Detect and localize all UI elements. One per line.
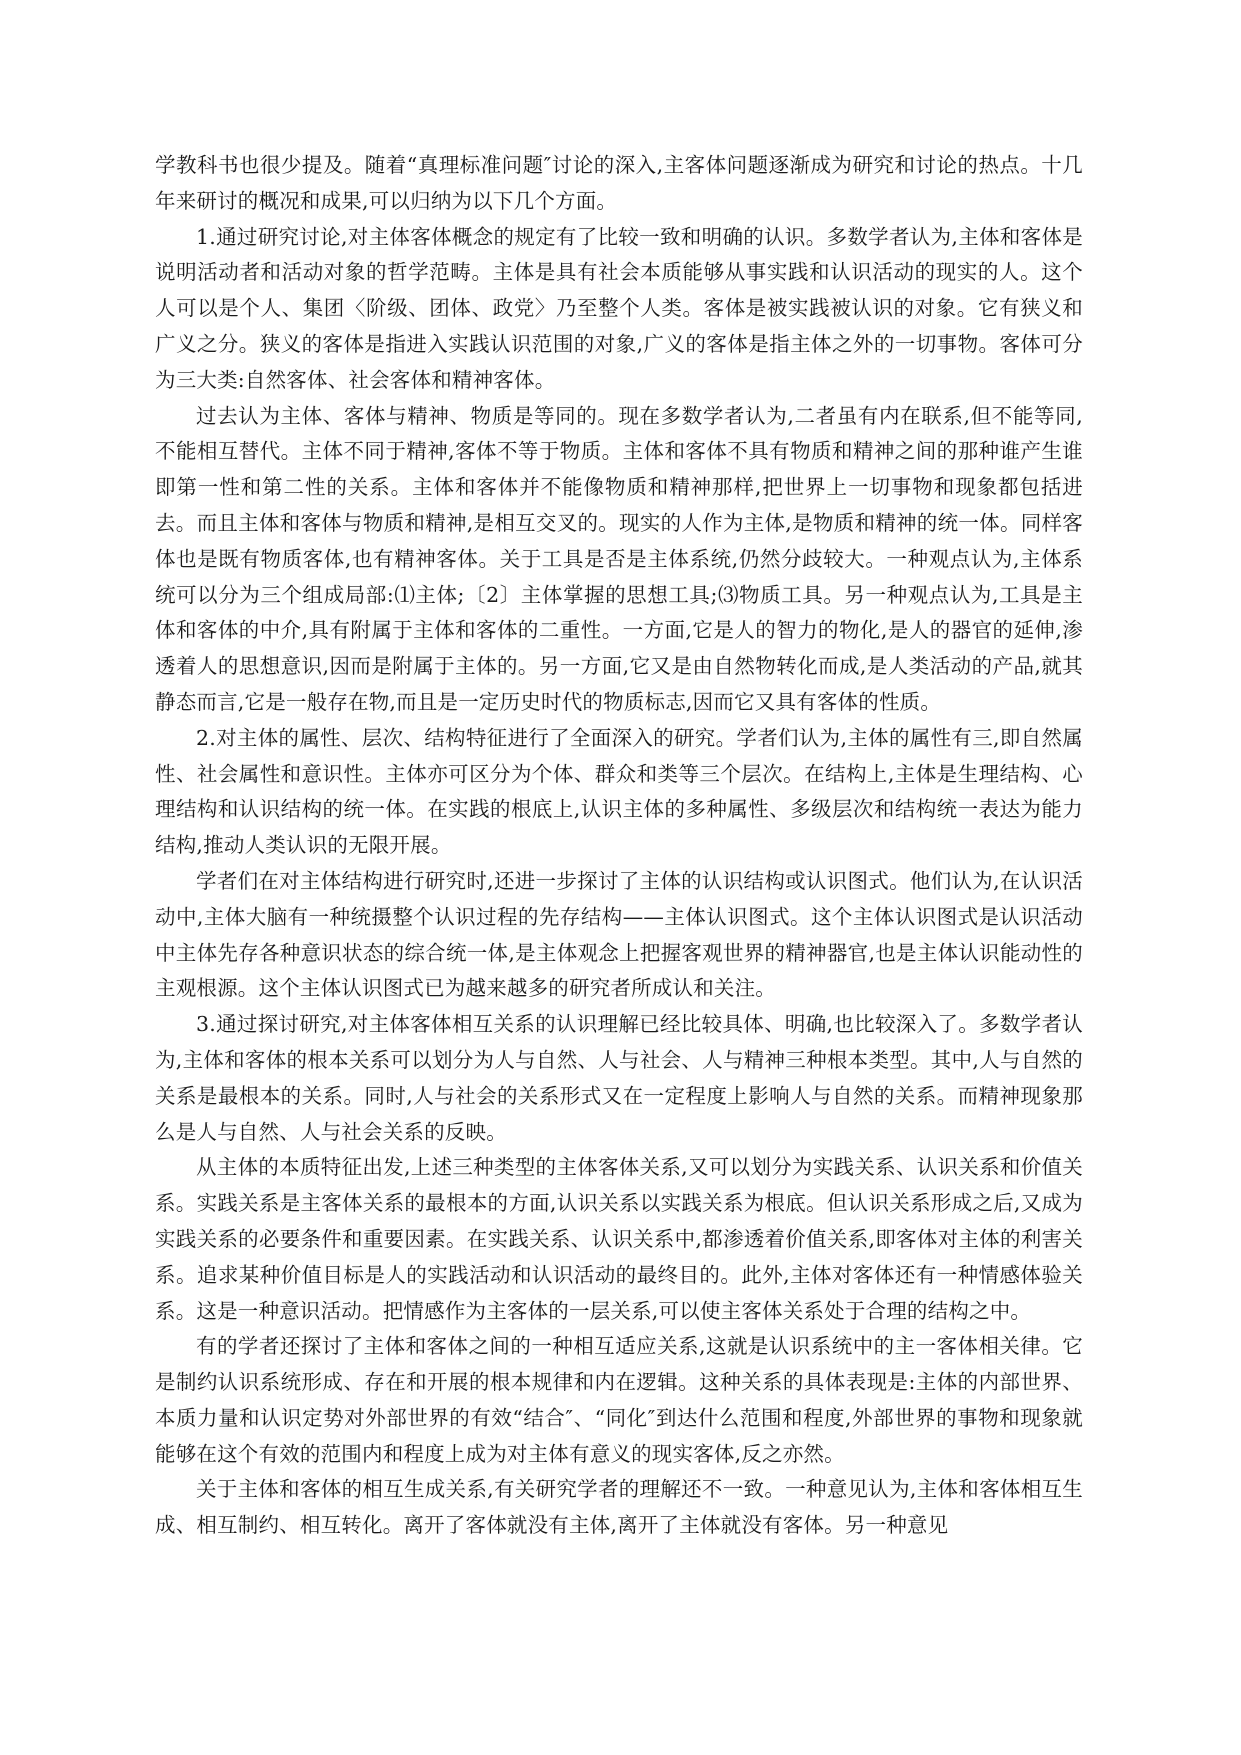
- paragraph-cognitive-schema: 学者们在对主体结构进行研究时,还进一步探讨了主体的认识结构或认识图式。他们认为,在认识活动中,主体大脑有一种统摄整个认识过程的先存结构——主体认识图式。这个主体认识图式是认识活动中主体先存各种意识状态的综合统一体,是主体观念上把握客观世界的精神器官,也是主体认识能动性的主观根源。这个主体认识图式已为越来越多的研究者所成认和关注。: [155, 868, 1083, 1001]
- paragraph-relation-types: 从主体的本质特征出发,上述三种类型的主体客体关系,又可以划分为实践关系、认识关系和价值关系。实践关系是主客体关系的最根本的方面,认识关系以实践关系为根底。但认识关系形成之后,又成为实践关系的必要条件和重要因素。在实践关系、认识关系中,都渗透着价值关系,即客体对主体的利害关系。追求某种价值目标是人的实践活动和认识活动的最终目的。此外,主体对客体还有一种情感体验关系。这是一种意识活动。把情感作为主客体的一层关系,可以使主客体关系处于合理的结构之中。: [155, 1155, 1083, 1323]
- paragraph-section-1: 1.通过研究讨论,对主体客体概念的规定有了比较一致和明确的认识。多数学者认为,主体和客体是说明活动者和活动对象的哲学范畴。主体是具有社会本质能够从事实践和认识活动的现实的人。这个人可以是个人、集团〈阶级、团体、政党〉乃至整个人类。客体是被实践被认识的对象。它有狭义和广义之分。狭义的客体是指进入实践认识范围的对象,广义的客体是指主体之外的一切事物。客体可分为三大类:自然客体、社会客体和精神客体。: [155, 224, 1083, 392]
- paragraph-mutual-generation: 关于主体和客体的相互生成关系,有关研究学者的理解还不一致。一种意见认为,主体和客体相互生成、相互制约、相互转化。离开了客体就没有主体,离开了主体就没有客体。另一种意见: [155, 1477, 1083, 1538]
- paragraph-section-3: 3.通过探讨研究,对主体客体相互关系的认识理解已经比较具体、明确,也比较深入了。多数学者认为,主体和客体的根本关系可以划分为人与自然、人与社会、人与精神三种根本类型。其中,人与自然的关系是最根本的关系。同时,人与社会的关系形式又在一定程度上影响人与自然的关系。而精神现象那么是人与自然、人与社会关系的反映。: [155, 1012, 1083, 1144]
- paragraph-section-2: 2.对主体的属性、层次、结构特征进行了全面深入的研究。学者们认为,主体的属性有三,即自然属性、社会属性和意识性。主体亦可区分为个体、群众和类等三个层次。在结构上,主体是生理结构、心理结构和认识结构的统一体。在实践的根底上,认识主体的多种属性、多级层次和结构统一表达为能力结构,推动人类认识的无限开展。: [155, 725, 1083, 858]
- paragraph-continuation: 学教科书也很少提及。随着“真理标准问题″讨论的深入,主客体问题逐渐成为研究和讨论的热点。十几年来研讨的概况和成果,可以归纳为以下几个方面。: [155, 153, 1083, 213]
- document-body: [155, 148, 1083, 1544]
- paragraph-subject-object-vs-matter: 过去认为主体、客体与精神、物质是等同的。现在多数学者认为,二者虽有内在联系,但不能等同,不能相互替代。主体不同于精神,客体不等于物质。主体和客体不具有物质和精神之间的那种谁产生谁即第一性和第二性的关系。主体和客体并不能像物质和精神那样,把世界上一切事物和现象都包括进去。而且主体和客体与物质和精神,是相互交叉的。现实的人作为主体,是物质和精神的统一体。同样客体也是既有物质客体,也有精神客体。关于工具是否是主体系统,仍然分歧较大。一种观点认为,主体系统可以分为三个组成局部:⑴主体;〔2〕主体掌握的思想工具;⑶物质工具。另一种观点认为,工具是主体和客体的中介,具有附属于主体和客体的二重性。一方面,它是人的智力的物化,是人的器官的延伸,渗透着人的思想意识,因而是附属于主体的。另一方面,它又是由自然物转化而成,是人类活动的产品,就其静态而言,它是一般存在物,而且是一定历史时代的物质标志,因而它又具有客体的性质。: [155, 403, 1083, 714]
- paragraph-adaptation-relation: 有的学者还探讨了主体和客体之间的一种相互适应关系,这就是认识系统中的主一客体相关律。它是制约认识系统形成、存在和开展的根本规律和内在逻辑。这种关系的具体表现是:主体的内部世界、本质力量和认识定势对外部世界的有效“结合″、“同化″到达什么范围和程度,外部世界的事物和现象就能够在这个有效的范围内和程度上成为对主体有意义的现实客体,反之亦然。: [155, 1334, 1083, 1466]
